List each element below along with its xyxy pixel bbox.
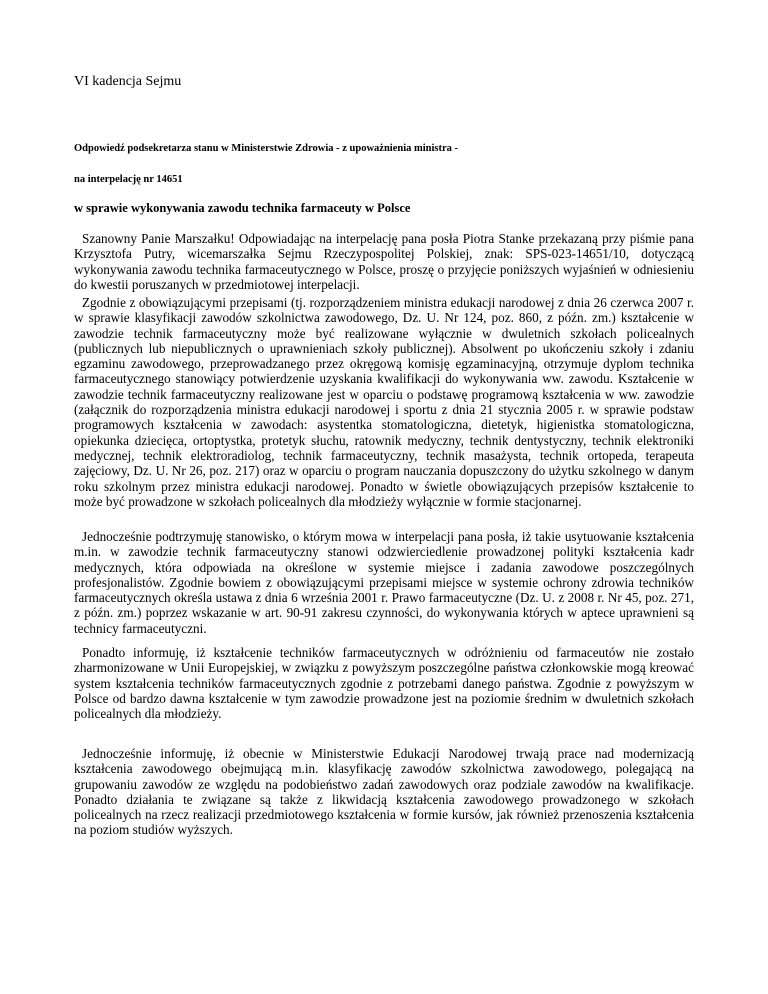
paragraph-4: Ponadto informuję, iż kształcenie techników farmaceutycznych w odróżnieniu od farmaceutów nie zostało zharmonizowane w Unii Europejskiej, w związku z powyższym poszczególne państwa członkowskie mogą kreować system kształcenia techników farmaceutycznych zgodnie z potrzebami danego państwa. Zgodnie z powyższym w Polsce od bardzo dawna kształcenie w tym zawodzie prowadzone jest na poziomie średnim w dwuletnich szkołach policealnych dla młodzieży. <box>74 645 694 722</box>
term-heading: VI kadencja Sejmu <box>74 74 182 89</box>
paragraph-1: Szanowny Panie Marszałku! Odpowiadając na interpelację pana posła Piotra Stanke przekazaną przy piśmie pana Krzysztofa Putry, wicemarszałka Sejmu Rzeczypospolitej Polskiej, znak: SPS-023-14651/10, dotyczącą wykonywania zawodu technika farmaceutycznego w Polsce, proszę o przyjęcie poniższych wyjaśnień w odniesieniu do kwestii poruszanych w przedmiotowej interpelacji. <box>74 231 694 292</box>
paragraph-3: Jednocześnie podtrzymuję stanowisko, o którym mowa w interpelacji pana posła, iż takie usytuowanie kształcenia m.in. w zawodzie technik farmaceutyczny stanowi odzwierciedlenie prowadzonej polityki kształcenia kadr medycznych, która odpowiada na określone w systemie miejsce i zadania zawodowe poszczególnych profesjonalistów. Zgodnie bowiem z obowiązującymi przepisami miejsce w systemie ochrony zdrowia techników farmaceutycznych określa ustawa z dnia 6 września 2001 r. Prawo farmaceutyczne (Dz. U. z 2008 r. Nr 45, poz. 271, z późn. zm.) poprzez wskazanie w art. 90-91 zakresu czynności, do wykonywania których w aptece uprawnieni są technicy farmaceutyczni. <box>74 529 694 636</box>
paragraph-2: Zgodnie z obowiązującymi przepisami (tj. rozporządzeniem ministra edukacji narodowej z dnia 26 czerwca 2007 r. w sprawie klasyfikacji zawodów szkolnictwa zawodowego, Dz. U. Nr 124, poz. 860, z późn. zm.) kształcenie w zawodzie technik farmaceutyczny może być realizowane wyłącznie w dwuletnich szkołach policealnych (publicznych lub niepublicznych o uprawnieniach szkoły publicznej). Absolwent po ukończeniu szkoły i zdaniu egzaminu zawodowego, przeprowadzanego przez okręgową komisję egzaminacyjną, otrzymuje dyplom technika farmaceutycznego stanowiący potwierdzenie uzyskania kwalifikacji do wykonywania ww. zawodu. Kształcenie w zawodzie technik farmaceutyczny realizowane jest w oparciu o podstawę programową kształcenia w ww. zawodzie (załącznik do rozporządzenia ministra edukacji narodowej i sportu z dnia 21 stycznia 2005 r. w sprawie podstaw programowych kształcenia w zawodach: asystentka stomatologiczna, dietetyk, higienistka stomatologiczna, opiekunka dziecięca, ortoptystka, protetyk słuchu, ratownik medyczny, technik dentystyczny, technik elektroniki medycznej, technik elektroradiolog, technik farmaceutyczny, technik masażysta, technik ortopeda, terapeuta zajęciowy, Dz. U. Nr 26, poz. 217) oraz w oparciu o program nauczania dopuszczony do użytku szkolnego w danym roku szkolnym przez ministra edukacji narodowej. Ponadto w świetle obowiązujących przepisów kształcenie to może być prowadzone w szkołach policealnych dla młodzieży wyłącznie w formie stacjonarnej. <box>74 295 694 509</box>
paragraph-5: Jednocześnie informuję, iż obecnie w Ministerstwie Edukacji Narodowej trwają prace nad modernizacją kształcenia zawodowego obejmującą m.in. klasyfikację zawodów szkolnictwa zawodowego, polegającą na grupowaniu zawodów ze względu na podobieństwo zadań zawodowych oraz podziale zawodów na kwalifikacje. Ponadto działania te związane są także z likwidacją kształcenia zawodowego prowadzonego w szkołach policealnych na rzecz realizacji przedmiotowego kształcenia w formie kursów, jak również przenoszenia kształcenia na poziom studiów wyższych. <box>74 746 694 838</box>
interpellation-number-heading: na interpelację nr 14651 <box>74 174 183 185</box>
response-author-heading: Odpowiedź podsekretarza stanu w Ministerstwie Zdrowia - z upoważnienia ministra - <box>74 143 459 154</box>
subject-heading: w sprawie wykonywania zawodu technika farmaceuty w Polsce <box>74 201 411 215</box>
